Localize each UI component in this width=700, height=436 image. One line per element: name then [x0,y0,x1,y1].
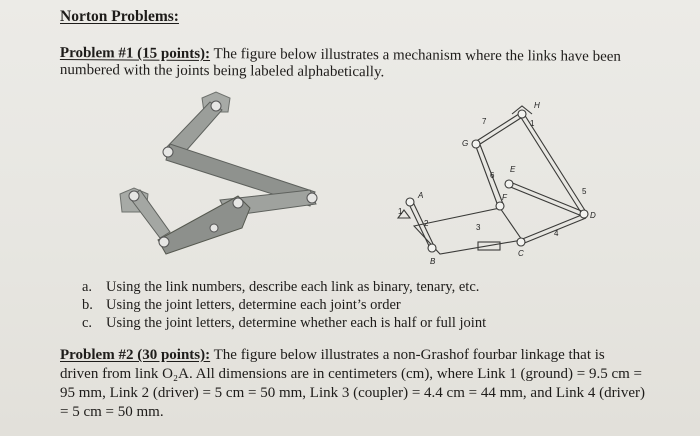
schematic-mechanism [398,106,588,254]
joint-label-h: H [534,101,540,110]
link-label-6: 6 [490,171,495,180]
link-label-7: 7 [482,117,487,126]
problem2-text-line1: The figure below illustrates a non-Grashof fourbar linkage that is [210,347,605,363]
link-label-5: 5 [582,187,587,196]
link-label-1: 1 [398,207,403,216]
task-list-item-c [82,315,486,332]
document-title: Norton Problems: [60,8,179,25]
rendered-mechanism [120,92,317,254]
joint-label-f: F [502,193,507,202]
task-marker-c: c. [82,315,93,331]
task-text-c: Using the joint letters, determine whether each is half or full joint [106,315,487,331]
mechanism-figure [110,90,620,275]
joint-label-g: G [462,139,469,148]
joint-label-d: D [590,211,596,220]
joint-label-a: A [418,191,424,200]
task-text-b: Using the joint letters, determine each joint’s order [106,297,401,313]
task-text-a: Using the link numbers, describe each link as binary, tenary, etc. [106,279,480,295]
problem2-line4: = 5 cm = 50 mm. [60,404,164,420]
task-marker-a: a. [82,279,93,295]
task-marker-b: b. [82,297,93,313]
problem2-line3: 95 mm, Link 2 (driver) = 5 cm = 50 mm, Link 3 (coupler) = 4.4 cm = 44 mm, and Link 4 (driver) [60,385,645,401]
problem1-text-line1: The figure below illustrates a mechanism where the links have been [210,46,621,65]
problem2-line1 [60,346,605,364]
joint-label-e: E [510,165,516,174]
task-list-item-b [82,297,401,314]
problem1-heading: Problem #1 (15 points): [59,45,211,63]
link-label-4: 4 [554,229,559,238]
problem2-line2: driven from link O₂A. All dimensions are in centimeters (cm), where Link 1 (ground) = 9.5 cm = [60,366,643,382]
link-label-2: 2 [424,219,429,228]
problem2-heading: Problem #2 (30 points): [60,347,211,363]
problem1-line2: numbered with the joints being labeled alphabetically. [59,62,385,81]
joint-label-c: C [518,249,524,258]
link-label-1-ground: 1 [530,119,535,128]
link-label-3: 3 [476,223,481,232]
joint-label-b: B [430,257,436,266]
task-list-item-a [82,279,479,296]
